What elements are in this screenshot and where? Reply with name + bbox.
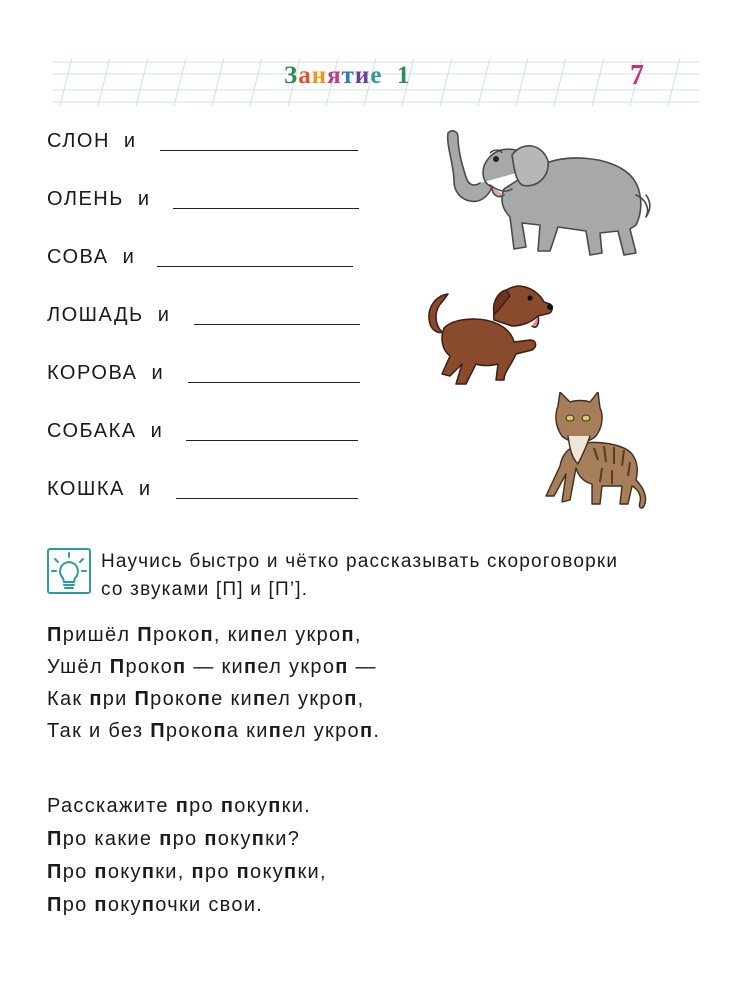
verse1-line-3: Как при Прокопе кипел укроп, [47,688,365,710]
answer-blank-6[interactable] [186,440,358,441]
verse2-line-4: Про покупочки свои. [47,894,264,916]
lesson-title-letter: н [311,62,328,89]
pair-line-6 [47,420,177,443]
lightbulb-icon [47,548,91,594]
pair-conjunction: и [138,478,152,500]
pair-conjunction: и [122,246,136,268]
lesson-title-letter: 1 [396,62,411,89]
pair-line-5 [47,362,178,385]
pair-word: ОЛЕНЬ [47,188,124,210]
pair-conjunction: и [123,130,137,152]
pair-line-1 [47,130,151,153]
verse1-line-1: Пришёл Прокоп, кипел укроп, [47,624,362,646]
verse2-line-1: Расскажите про покупки. [47,795,312,817]
page-number: 7 [630,60,644,91]
answer-blank-1[interactable] [160,150,358,151]
cat-illustration [540,392,655,512]
tip-line-2: со звуками [П] и [П’]. [101,579,309,600]
lesson-title-letter [382,62,397,89]
lesson-title [284,62,410,90]
verse2-line-3: Про покупки, про покупки, [47,861,327,883]
pair-word: ЛОШАДЬ [47,304,144,326]
lesson-title-letter: я [327,62,342,89]
dog-illustration [420,280,555,395]
answer-blank-4[interactable] [194,324,360,325]
verse1-line-4: Так и без Прокопа кипел укроп. [47,720,381,742]
pair-line-2 [47,188,165,211]
pair-word: КОРОВА [47,362,138,384]
pair-word: КОШКА [47,478,125,500]
answer-blank-3[interactable] [157,266,353,267]
pair-word: СЛОН [47,130,110,152]
pair-word: СОВА [47,246,109,268]
verse1-line-2: Ушёл Прокоп — кипел укроп — [47,656,377,678]
lesson-title-letter: и [354,62,371,89]
lesson-title-letter: а [298,62,312,89]
pair-conjunction: и [150,420,164,442]
lesson-title-letter: т [341,62,355,89]
pair-line-3 [47,246,149,269]
answer-blank-7[interactable] [176,498,358,499]
elephant-illustration [440,125,660,265]
pair-line-4 [47,304,184,327]
lesson-title-letter: е [370,62,383,89]
pair-conjunction: и [151,362,165,384]
tip-text [101,548,618,604]
tip-line-1: Научись быстро и чётко рассказывать скороговорки [101,551,619,572]
pair-line-7 [47,478,165,501]
pair-word: СОБАКА [47,420,137,442]
answer-blank-5[interactable] [188,382,360,383]
pair-conjunction: и [137,188,151,210]
verse2-line-2: Про какие про покупки? [47,828,301,850]
lesson-title-letter: З [284,62,299,89]
answer-blank-2[interactable] [173,208,359,209]
pair-conjunction: и [157,304,171,326]
